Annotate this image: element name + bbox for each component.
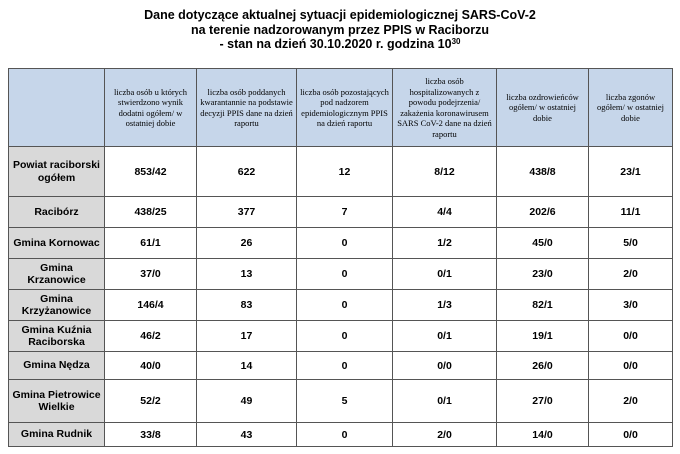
table-row xyxy=(9,228,673,259)
cell-quarantine: 377 xyxy=(197,197,297,228)
cell-positive: 853/42 xyxy=(105,147,197,197)
cell-positive: 438/25 xyxy=(105,197,197,228)
cell-hospitalized: 0/1 xyxy=(393,380,497,423)
cell-recovered: 23/0 xyxy=(497,259,589,290)
cell-positive: 37/0 xyxy=(105,259,197,290)
table-header xyxy=(9,69,673,147)
row-name: Powiat raciborski ogółem xyxy=(9,147,105,197)
cell-positive: 52/2 xyxy=(105,380,197,423)
cell-recovered: 19/1 xyxy=(497,321,589,352)
cell-quarantine: 622 xyxy=(197,147,297,197)
cell-supervision: 0 xyxy=(297,423,393,447)
epidemiology-table xyxy=(8,68,673,447)
cell-positive: 46/2 xyxy=(105,321,197,352)
row-name: Gmina Pietrowice Wielkie xyxy=(9,380,105,423)
row-name: Gmina Krzyżanowice xyxy=(9,290,105,321)
cell-quarantine: 49 xyxy=(197,380,297,423)
cell-hospitalized: 1/2 xyxy=(393,228,497,259)
cell-deaths: 0/0 xyxy=(589,352,673,380)
row-name: Gmina Kornowac xyxy=(9,228,105,259)
cell-quarantine: 43 xyxy=(197,423,297,447)
column-header-supervision: liczba osób pozostających pod nadzorem epidemiologicznym PPIS na dzień raportu xyxy=(297,69,393,147)
cell-hospitalized: 1/3 xyxy=(393,290,497,321)
cell-supervision: 0 xyxy=(297,228,393,259)
cell-positive: 61/1 xyxy=(105,228,197,259)
table-row xyxy=(9,197,673,228)
table-row xyxy=(9,352,673,380)
cell-quarantine: 13 xyxy=(197,259,297,290)
cell-supervision: 7 xyxy=(297,197,393,228)
cell-recovered: 45/0 xyxy=(497,228,589,259)
cell-recovered: 438/8 xyxy=(497,147,589,197)
cell-quarantine: 26 xyxy=(197,228,297,259)
cell-hospitalized: 0/1 xyxy=(393,321,497,352)
header-corner-cell xyxy=(9,69,105,147)
row-name: Gmina Krzanowice xyxy=(9,259,105,290)
table-row xyxy=(9,423,673,447)
cell-supervision: 0 xyxy=(297,352,393,380)
cell-hospitalized: 2/0 xyxy=(393,423,497,447)
cell-hospitalized: 4/4 xyxy=(393,197,497,228)
cell-deaths: 11/1 xyxy=(589,197,673,228)
column-header-recovered: liczba ozdrowieńców ogółem/ w ostatniej dobie xyxy=(497,69,589,147)
column-header-positive: liczba osób u których stwierdzono wynik dodatni ogółem/ w ostatniej dobie xyxy=(105,69,197,147)
cell-deaths: 23/1 xyxy=(589,147,673,197)
table-body xyxy=(9,147,673,447)
cell-deaths: 5/0 xyxy=(589,228,673,259)
table-row xyxy=(9,147,673,197)
row-name: Racibórz xyxy=(9,197,105,228)
cell-recovered: 14/0 xyxy=(497,423,589,447)
cell-deaths: 2/0 xyxy=(589,380,673,423)
cell-supervision: 0 xyxy=(297,321,393,352)
cell-supervision: 5 xyxy=(297,380,393,423)
title-line-3 xyxy=(0,37,680,52)
cell-deaths: 2/0 xyxy=(589,259,673,290)
title-line-2: na terenie nadzorowanym przez PPIS w Raciborzu xyxy=(191,22,489,37)
cell-recovered: 202/6 xyxy=(497,197,589,228)
header-row xyxy=(9,69,673,147)
cell-supervision: 0 xyxy=(297,259,393,290)
cell-positive: 40/0 xyxy=(105,352,197,380)
title-line-3-text: - stan na dzień 30.10.2020 r. godzina 10 xyxy=(219,37,452,51)
cell-recovered: 27/0 xyxy=(497,380,589,423)
table-row xyxy=(9,259,673,290)
column-header-deaths: liczba zgonów ogółem/ w ostatniej dobie xyxy=(589,69,673,147)
cell-recovered: 26/0 xyxy=(497,352,589,380)
column-header-hospitalized: liczba osób hospitalizowanych z powodu podejrzenia/ zakażenia koronawirusem SARS CoV-2 dane na dzień raportu xyxy=(393,69,497,147)
column-header-quarantine: liczba osób poddanych kwarantannie na podstawie decyzji PPIS dane na dzień raportu xyxy=(197,69,297,147)
row-name: Gmina Rudnik xyxy=(9,423,105,447)
cell-quarantine: 83 xyxy=(197,290,297,321)
row-name: Gmina Kuźnia Raciborska xyxy=(9,321,105,352)
cell-hospitalized: 0/1 xyxy=(393,259,497,290)
table-row xyxy=(9,380,673,423)
table-row xyxy=(9,321,673,352)
table-row xyxy=(9,290,673,321)
cell-deaths: 3/0 xyxy=(589,290,673,321)
cell-hospitalized: 8/12 xyxy=(393,147,497,197)
cell-deaths: 0/0 xyxy=(589,321,673,352)
cell-quarantine: 17 xyxy=(197,321,297,352)
cell-deaths: 0/0 xyxy=(589,423,673,447)
cell-supervision: 12 xyxy=(297,147,393,197)
cell-supervision: 0 xyxy=(297,290,393,321)
cell-quarantine: 14 xyxy=(197,352,297,380)
cell-positive: 146/4 xyxy=(105,290,197,321)
cell-hospitalized: 0/0 xyxy=(393,352,497,380)
cell-recovered: 82/1 xyxy=(497,290,589,321)
report-title xyxy=(0,8,680,52)
title-hour-minutes: 30 xyxy=(451,37,461,46)
title-line-1: Dane dotyczące aktualnej sytuacji epidemiologicznej SARS-CoV-2 xyxy=(144,8,536,22)
row-name: Gmina Nędza xyxy=(9,352,105,380)
cell-positive: 33/8 xyxy=(105,423,197,447)
